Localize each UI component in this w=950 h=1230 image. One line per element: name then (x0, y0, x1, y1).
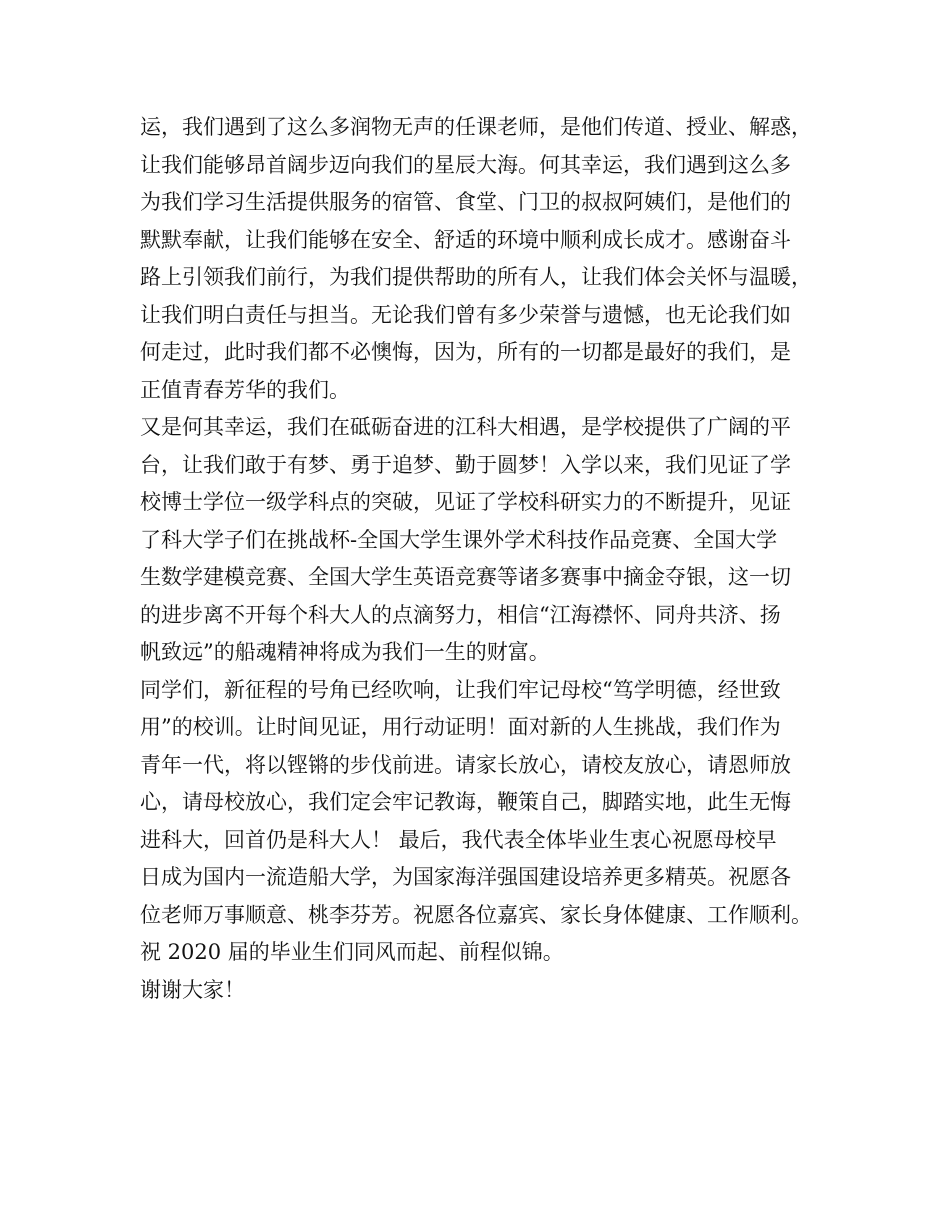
text-line: 心，请母校放心，我们定会牢记教诲，鞭策自己，脚踏实地，此生无悔 (140, 790, 791, 814)
text-line: 让我们能够昂首阔步迈向我们的星辰大海。何其幸运，我们遇到这么多 (140, 152, 791, 177)
text-line: 为我们学习生活提供服务的宿管、食堂、门卫的叔叔阿姨们，是他们的 (140, 190, 791, 214)
text-line: 让我们明白责任与担当。无论我们曾有多少荣誉与遗憾，也无论我们如 (140, 302, 791, 327)
text-line: 同学们，新征程的号角已经吹响，让我们牢记母校“笃学明德，经世致 (140, 677, 781, 702)
text-line: 生数学建模竞赛、全国大学生英语竞赛等诸多赛事中摘金夺银，这一切 (140, 565, 791, 589)
text-line: 何走过，此时我们都不必懊悔，因为，所有的一切都是最好的我们，是 (140, 340, 791, 364)
text-line: 校博士学位一级学科点的突破，见证了学校科研实力的不断提升，见证 (140, 490, 791, 514)
text-line: 位老师万事顺意、桃李芬芳。祝愿各位嘉宾、家长身体健康、工作顺利。 (140, 902, 812, 927)
text-line: 默默奉献，让我们能够在安全、舒适的环境中顺利成长成才。感谢奋斗 (140, 227, 791, 252)
text-line: 青年一代，将以铿锵的步伐前进。请家长放心，请校友放心，请恩师放 (140, 752, 791, 777)
text-line: 日成为国内一流造船大学，为国家海洋强国建设培养更多精英。祝愿各 (140, 865, 791, 889)
text-line: 台，让我们敢于有梦、勇于追梦、勤于圆梦！入学以来，我们见证了学 (140, 452, 791, 477)
text-line: 谢谢大家！ (140, 977, 245, 1002)
text-line: 又是何其幸运，我们在砥砺奋进的江科大相遇，是学校提供了广阔的平 (140, 415, 791, 439)
text-line: 运，我们遇到了这么多润物无声的任课老师，是他们传道、授业、解惑， (140, 115, 812, 139)
text-line: 帆致远”的船魂精神将成为我们一生的财富。 (140, 640, 550, 664)
text-line: 路上引领我们前行，为我们提供帮助的所有人，让我们体会关怀与温暖， (140, 265, 812, 289)
text-line: 了科大学子们在挑战杯-全国大学生课外学术科技作品竞赛、全国大学 (140, 527, 778, 552)
document-body (140, 109, 830, 1009)
text-line: 正值青春芳华的我们。 (140, 377, 350, 402)
text-line: 用”的校训。让时间见证，用行动证明！面对新的人生挑战，我们作为 (140, 715, 781, 739)
text-line: 的进步离不开每个科大人的点滴努力，相信“江海襟怀、同舟共济、扬 (140, 602, 781, 627)
text-line: 进科大，回首仍是科大人！ 最后，我代表全体毕业生衷心祝愿母校早 (140, 827, 777, 852)
text-line: 祝 2020 届的毕业生们同风而起、前程似锦。 (140, 940, 564, 964)
